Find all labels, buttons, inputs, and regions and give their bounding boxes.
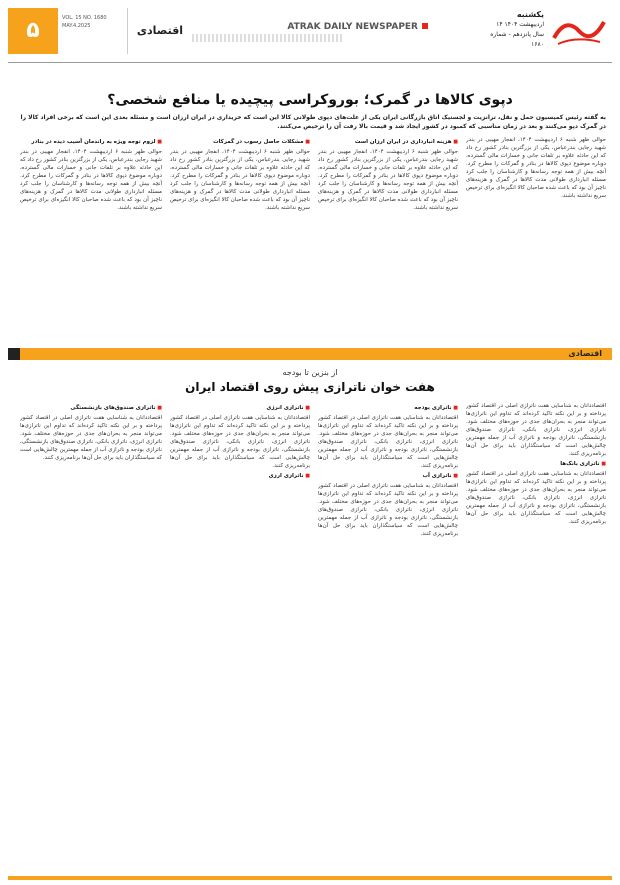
- rule: [8, 62, 612, 63]
- column-text: اقتصاددانان به شناسایی هفت ناترازی اصلی در اقتصاد کشور پرداخته و بر این نکته تاکید کرده‌اند که تداوم این ناترازی‌ها می‌تواند منجر به بحران‌های جدی در حوزه‌های مختلف شود. ناترازی انرژی، ناترازی بانکی، ناترازی صندوق‌های بازنشستگی، ناترازی بودجه و ناترازی آب از جمله مهمترین چالش‌هایی است که سیاستگذاران باید برای حل آن‌ها برنامه‌ریزی کنند.: [318, 415, 458, 469]
- atrak-logo-icon: [546, 8, 612, 54]
- paper-name-text: ATRAK DAILY NEWSPAPER: [287, 22, 418, 32]
- date-text: ۱۴ اردیبهشت ۱۴۰۴: [496, 21, 544, 28]
- article1-column: [466, 136, 606, 342]
- subhead: ■ ناترازی آب: [318, 472, 458, 480]
- subhead: ■ لزوم توجه ویژه به راندمان آسیب دیده در بنادر: [20, 138, 162, 146]
- article1-column: [170, 136, 310, 342]
- subhead: ■ ناترازی بودجه: [318, 404, 458, 412]
- column-text: حوالی ظهر شنبه ۶ اردیبهشت ۱۴۰۴، انفجار مهیبی در بندر شهید رجایی بندرعباس، یکی از بزرگترین بنادر کشور رخ داد که این حادثه علاوه بر تلفات جانی و خسارات مالی گسترده، دوباره موضوع دپوی کالاها در بنادر و گمرکات را مطرح کرد. آنچه بیش از همه توجه رسانه‌ها و کارشناسان را جلب کرد مسئله انبارداری طولانی مدت کالاها در گمرک و هزینه‌های ناچیز آن بود که باعث شده صاحبان کالا انگیزه‌ای برای ترخیص سریع نداشته باشند.: [466, 137, 606, 199]
- column-text: اقتصاددانان به شناسایی هفت ناترازی اصلی در اقتصاد کشور پرداخته و بر این نکته تاکید کرده‌اند که تداوم این ناترازی‌ها می‌تواند منجر به بحران‌های جدی در حوزه‌های مختلف شود. ناترازی انرژی، ناترازی بانکی، ناترازی صندوق‌های بازنشستگی، ناترازی بودجه و ناترازی آب از جمله مهمترین چالش‌هایی است که سیاستگذاران باید برای حل آن‌ها برنامه‌ریزی کنند.: [318, 483, 458, 537]
- masthead: [8, 8, 612, 60]
- red-square-icon: [422, 23, 428, 29]
- article2-column: [170, 402, 310, 870]
- article2-column: [466, 402, 606, 870]
- column-text: اقتصاددانان به شناسایی هفت ناترازی اصلی در اقتصاد کشور پرداخته و بر این نکته تاکید کرده‌اند که تداوم این ناترازی‌ها می‌تواند منجر به بحران‌های جدی در حوزه‌های مختلف شود. ناترازی انرژی، ناترازی بانکی، ناترازی صندوق‌های بازنشستگی، ناترازی بودجه و ناترازی آب از جمله مهمترین چالش‌هایی است که سیاستگذاران باید برای حل آن‌ها برنامه‌ریزی کنند.: [20, 415, 162, 461]
- column-text: حوالی ظهر شنبه ۶ اردیبهشت ۱۴۰۴، انفجار مهیبی در بندر شهید رجایی بندرعباس، یکی از بزرگترین بنادر کشور رخ داد که این حادثه علاوه بر تلفات جانی و خسارات مالی گسترده، دوباره موضوع دپوی کالاها در بنادر و گمرکات را مطرح کرد. آنچه بیش از همه توجه رسانه‌ها و کارشناسان را جلب کرد مسئله انبارداری طولانی مدت کالاها در گمرک و هزینه‌های ناچیز آن بود که باعث شده صاحبان کالا انگیزه‌ای برای ترخیص سریع نداشته باشند.: [20, 149, 162, 211]
- volume-number: VOL. 15 NO. 1680: [62, 15, 107, 21]
- subhead: ■ هزینه انبارداری در ایران ارزان است: [318, 138, 458, 146]
- article1-headline: دپوی کالاها در گمرک؛ بوروکراسی پیچیده یا منافع شخصی؟: [107, 92, 513, 108]
- column-text: اقتصاددانان به شناسایی هفت ناترازی اصلی در اقتصاد کشور پرداخته و بر این نکته تاکید کرده‌اند که تداوم این ناترازی‌ها می‌تواند منجر به بحران‌های جدی در حوزه‌های مختلف شود. ناترازی انرژی، ناترازی بانکی، ناترازی صندوق‌های بازنشستگی، ناترازی بودجه و ناترازی آب از جمله مهمترین چالش‌هایی است که سیاستگذاران باید برای حل آن‌ها برنامه‌ریزی کنند.: [466, 403, 606, 457]
- paper-name: [228, 22, 428, 32]
- article2-column: [20, 402, 162, 870]
- page-number: ۵: [8, 8, 58, 54]
- column-text: حوالی ظهر شنبه ۶ اردیبهشت ۱۴۰۴، انفجار مهیبی در بندر شهید رجایی بندرعباس، یکی از بزرگترین بنادر کشور رخ داد که این حادثه علاوه بر تلفات جانی و خسارات مالی گسترده، دوباره موضوع دپوی کالاها در بنادر و گمرکات را مطرح کرد. آنچه بیش از همه توجه رسانه‌ها و کارشناسان را جلب کرد مسئله انبارداری طولانی مدت کالاها در گمرک و هزینه‌های ناچیز آن بود که باعث شده صاحبان کالا انگیزه‌ای برای ترخیص سریع نداشته باشند.: [318, 149, 458, 211]
- column-text: اقتصاددانان به شناسایی هفت ناترازی اصلی در اقتصاد کشور پرداخته و بر این نکته تاکید کرده‌اند که تداوم این ناترازی‌ها می‌تواند منجر به بحران‌های جدی در حوزه‌های مختلف شود. ناترازی انرژی، ناترازی بانکی، ناترازی صندوق‌های بازنشستگی، ناترازی بودجه و ناترازی آب از جمله مهمترین چالش‌هایی است که سیاستگذاران باید برای حل آن‌ها برنامه‌ریزی کنند.: [170, 415, 310, 469]
- section-label: اقتصادی: [136, 24, 184, 37]
- subhead: ■ ناترازی انرژی: [170, 404, 310, 412]
- article2-kicker: از بنزین تا بودجه: [282, 368, 338, 377]
- issue-text: سال پانزدهم - شماره ۱۶۸۰: [490, 31, 544, 48]
- article2-column: [318, 402, 458, 870]
- article1-column: [318, 136, 458, 342]
- header-stripe: [192, 34, 342, 42]
- section-band-icon: [8, 348, 20, 360]
- article2-headline: هفت خوان ناترازی پیش روی اقتصاد ایران: [185, 380, 435, 394]
- article1-column: [20, 136, 162, 342]
- footer-bar: [8, 876, 612, 880]
- subhead: ■ ناترازی بانک‌ها: [466, 460, 606, 468]
- article1-lead: به گفته رئیس کمیسیون حمل و نقل، ترانزیت و لجستیک اتاق بازرگانی ایران یکی از علت‌های دپوی طولانی کالا این است که خریداری در ایران ارزان است و مسئله بعدی این است که برخی افراد کالا را در گمرک دپو می‌کنند و بعد در زمان مناسبی که کمبود در کشور ایجاد شد و قیمت بالا رفت آن را ترخیص می‌کنند.: [20, 114, 606, 130]
- subhead: ■ مشکلات حاصل رسوب در گمرکات: [170, 138, 310, 146]
- section-band-label: اقتصادی: [568, 349, 602, 358]
- subhead: ■ ناترازی صندوق‌های بازنشستگی: [20, 404, 162, 412]
- date-box: [478, 10, 544, 50]
- section-band: [8, 348, 612, 360]
- column-text: اقتصاددانان به شناسایی هفت ناترازی اصلی در اقتصاد کشور پرداخته و بر این نکته تاکید کرده‌اند که تداوم این ناترازی‌ها می‌تواند منجر به بحران‌های جدی در حوزه‌های مختلف شود. ناترازی انرژی، ناترازی بانکی، ناترازی صندوق‌های بازنشستگی، ناترازی بودجه و ناترازی آب از جمله مهمترین چالش‌هایی است که سیاستگذاران باید برای حل آن‌ها برنامه‌ریزی کنند.: [466, 471, 606, 525]
- subhead: ■ ناترازی ارزی: [170, 472, 310, 480]
- volume-date: MAY.4.2025: [62, 23, 91, 29]
- volume-info: [58, 8, 128, 54]
- day-name: یکشنبه: [516, 10, 544, 19]
- column-text: حوالی ظهر شنبه ۶ اردیبهشت ۱۴۰۴، انفجار مهیبی در بندر شهید رجایی بندرعباس، یکی از بزرگترین بنادر کشور رخ داد که این حادثه علاوه بر تلفات جانی و خسارات مالی گسترده، دوباره موضوع دپوی کالاها در بنادر و گمرکات را مطرح کرد. آنچه بیش از همه توجه رسانه‌ها و کارشناسان را جلب کرد مسئله انبارداری طولانی مدت کالاها در گمرک و هزینه‌های ناچیز آن بود که باعث شده صاحبان کالا انگیزه‌ای برای ترخیص سریع نداشته باشند.: [170, 149, 310, 211]
